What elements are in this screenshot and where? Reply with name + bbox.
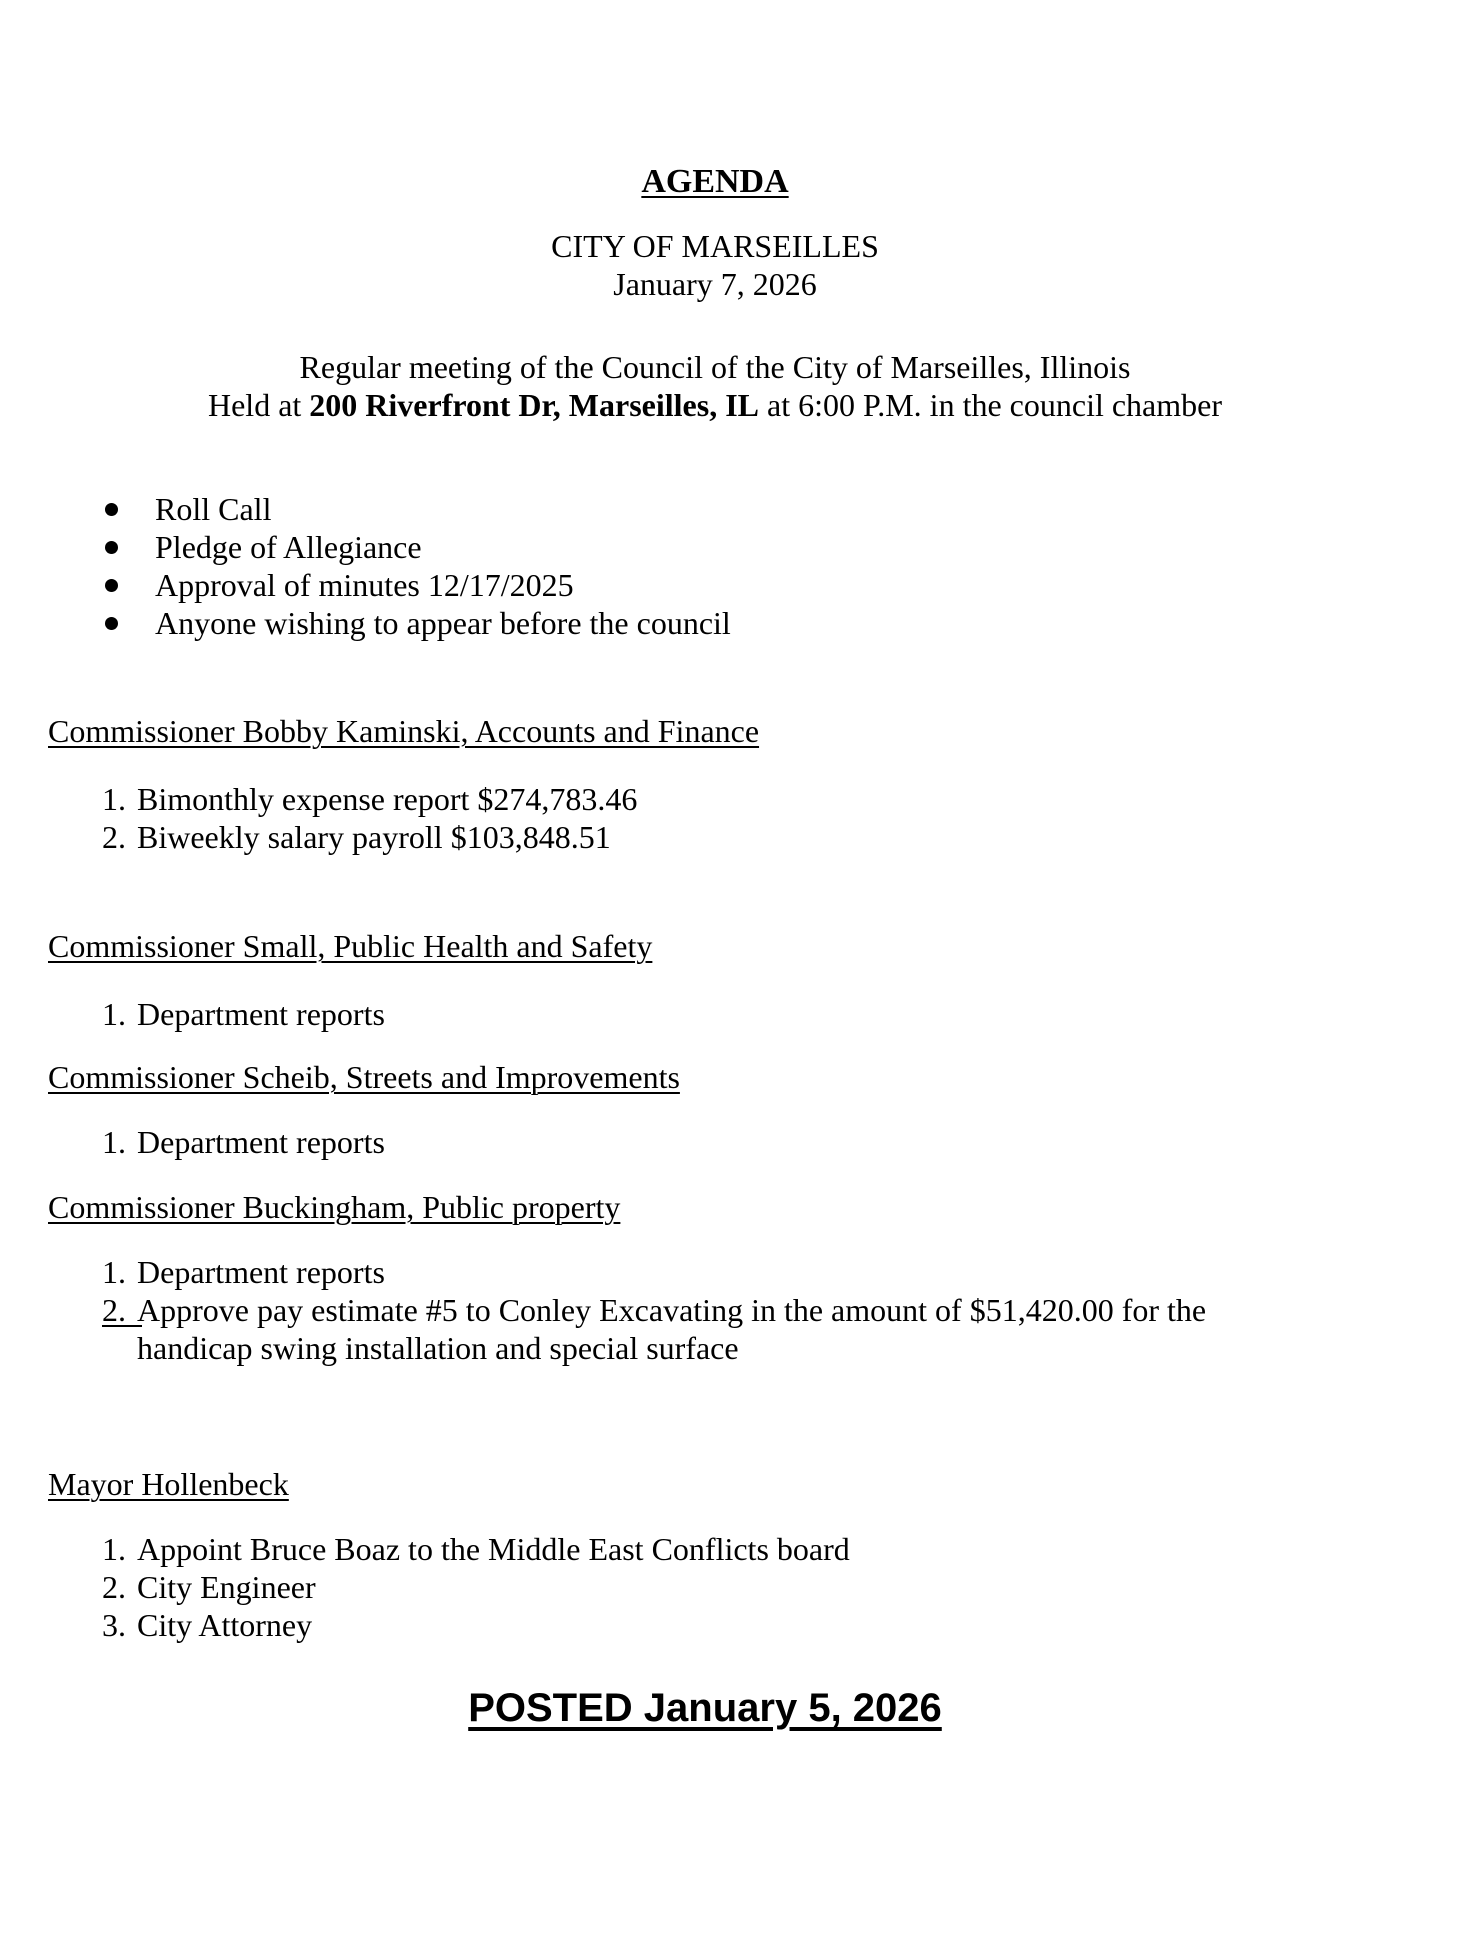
item-number: 3. <box>102 1607 126 1643</box>
section-heading-text: Commissioner Scheib, Streets and Improvements <box>48 1059 680 1095</box>
section-heading-kaminski <box>48 712 1382 750</box>
item-number: 1. <box>102 1124 126 1160</box>
item-text: Department reports <box>137 996 385 1032</box>
item-text: Bimonthly expense report $274,783.46 <box>137 781 638 817</box>
item-text: Approve pay estimate #5 to Conley Excavating in the amount of $51,420.00 for the handicap swing installation and special surface <box>137 1292 1207 1366</box>
document-header <box>48 227 1382 303</box>
list-item <box>48 490 1382 528</box>
agenda-item <box>48 818 1328 856</box>
item-number: 2. <box>102 1569 126 1605</box>
posted-notice-text: POSTED January 5, 2026 <box>468 1686 942 1730</box>
item-number: 1. <box>102 781 126 817</box>
agenda-item <box>48 1291 1328 1367</box>
intro-line-2 <box>48 386 1382 424</box>
section-heading-text: Commissioner Small, Public Health and Safety <box>48 928 653 964</box>
preliminary-items-list <box>48 490 1382 642</box>
section-items-small <box>48 995 1328 1033</box>
meeting-address: 200 Riverfront Dr, Marseilles, IL <box>309 387 759 423</box>
agenda-item <box>48 1253 1328 1291</box>
section-heading-text: Mayor Hollenbeck <box>48 1466 289 1502</box>
agenda-item <box>48 1123 1328 1161</box>
intro-time-place: at 6:00 P.M. in the council chamber <box>758 387 1222 423</box>
agenda-item <box>48 995 1328 1033</box>
meeting-intro <box>48 348 1382 424</box>
item-text: Department reports <box>137 1254 385 1290</box>
list-item-label: Roll Call <box>155 491 272 527</box>
section-heading-text: Commissioner Bobby Kaminski, Accounts and Finance <box>48 713 760 749</box>
intro-line-1: Regular meeting of the Council of the City of Marseilles, Illinois <box>299 349 1131 385</box>
item-number: 2. <box>102 1292 142 1328</box>
section-heading-buckingham <box>48 1188 1382 1226</box>
posted-notice <box>48 1684 1382 1732</box>
item-number: 1. <box>102 1254 126 1290</box>
agenda-item <box>48 780 1328 818</box>
document-title <box>48 163 1382 201</box>
item-number: 2. <box>102 819 126 855</box>
section-items-mayor <box>48 1530 1328 1644</box>
section-heading-text: Commissioner Buckingham, Public property <box>48 1189 621 1225</box>
list-item-label: Anyone wishing to appear before the council <box>155 605 731 641</box>
item-text: City Attorney <box>137 1607 313 1643</box>
meeting-date: January 7, 2026 <box>613 266 817 302</box>
list-item <box>48 528 1382 566</box>
organization-name: CITY OF MARSEILLES <box>551 228 879 264</box>
item-text: Appoint Bruce Boaz to the Middle East Conflicts board <box>137 1531 850 1567</box>
item-text: Department reports <box>137 1124 385 1160</box>
list-item-label: Pledge of Allegiance <box>155 529 422 565</box>
section-items-kaminski <box>48 780 1328 856</box>
section-heading-mayor <box>48 1465 1382 1503</box>
item-number: 1. <box>102 1531 126 1567</box>
intro-held-at: Held at <box>207 387 310 423</box>
agenda-item <box>48 1568 1328 1606</box>
section-items-scheib <box>48 1123 1328 1161</box>
list-item <box>48 566 1382 604</box>
item-text: City Engineer <box>137 1569 316 1605</box>
section-items-buckingham <box>48 1253 1328 1367</box>
agenda-item <box>48 1530 1328 1568</box>
list-item-label: Approval of minutes 12/17/2025 <box>155 567 574 603</box>
list-item <box>48 604 1382 642</box>
agenda-item <box>48 1606 1328 1644</box>
item-number: 1. <box>102 996 126 1032</box>
document-title-text: AGENDA <box>641 163 789 200</box>
item-text: Biweekly salary payroll $103,848.51 <box>137 819 611 855</box>
section-heading-small <box>48 927 1382 965</box>
section-heading-scheib <box>48 1058 1382 1096</box>
